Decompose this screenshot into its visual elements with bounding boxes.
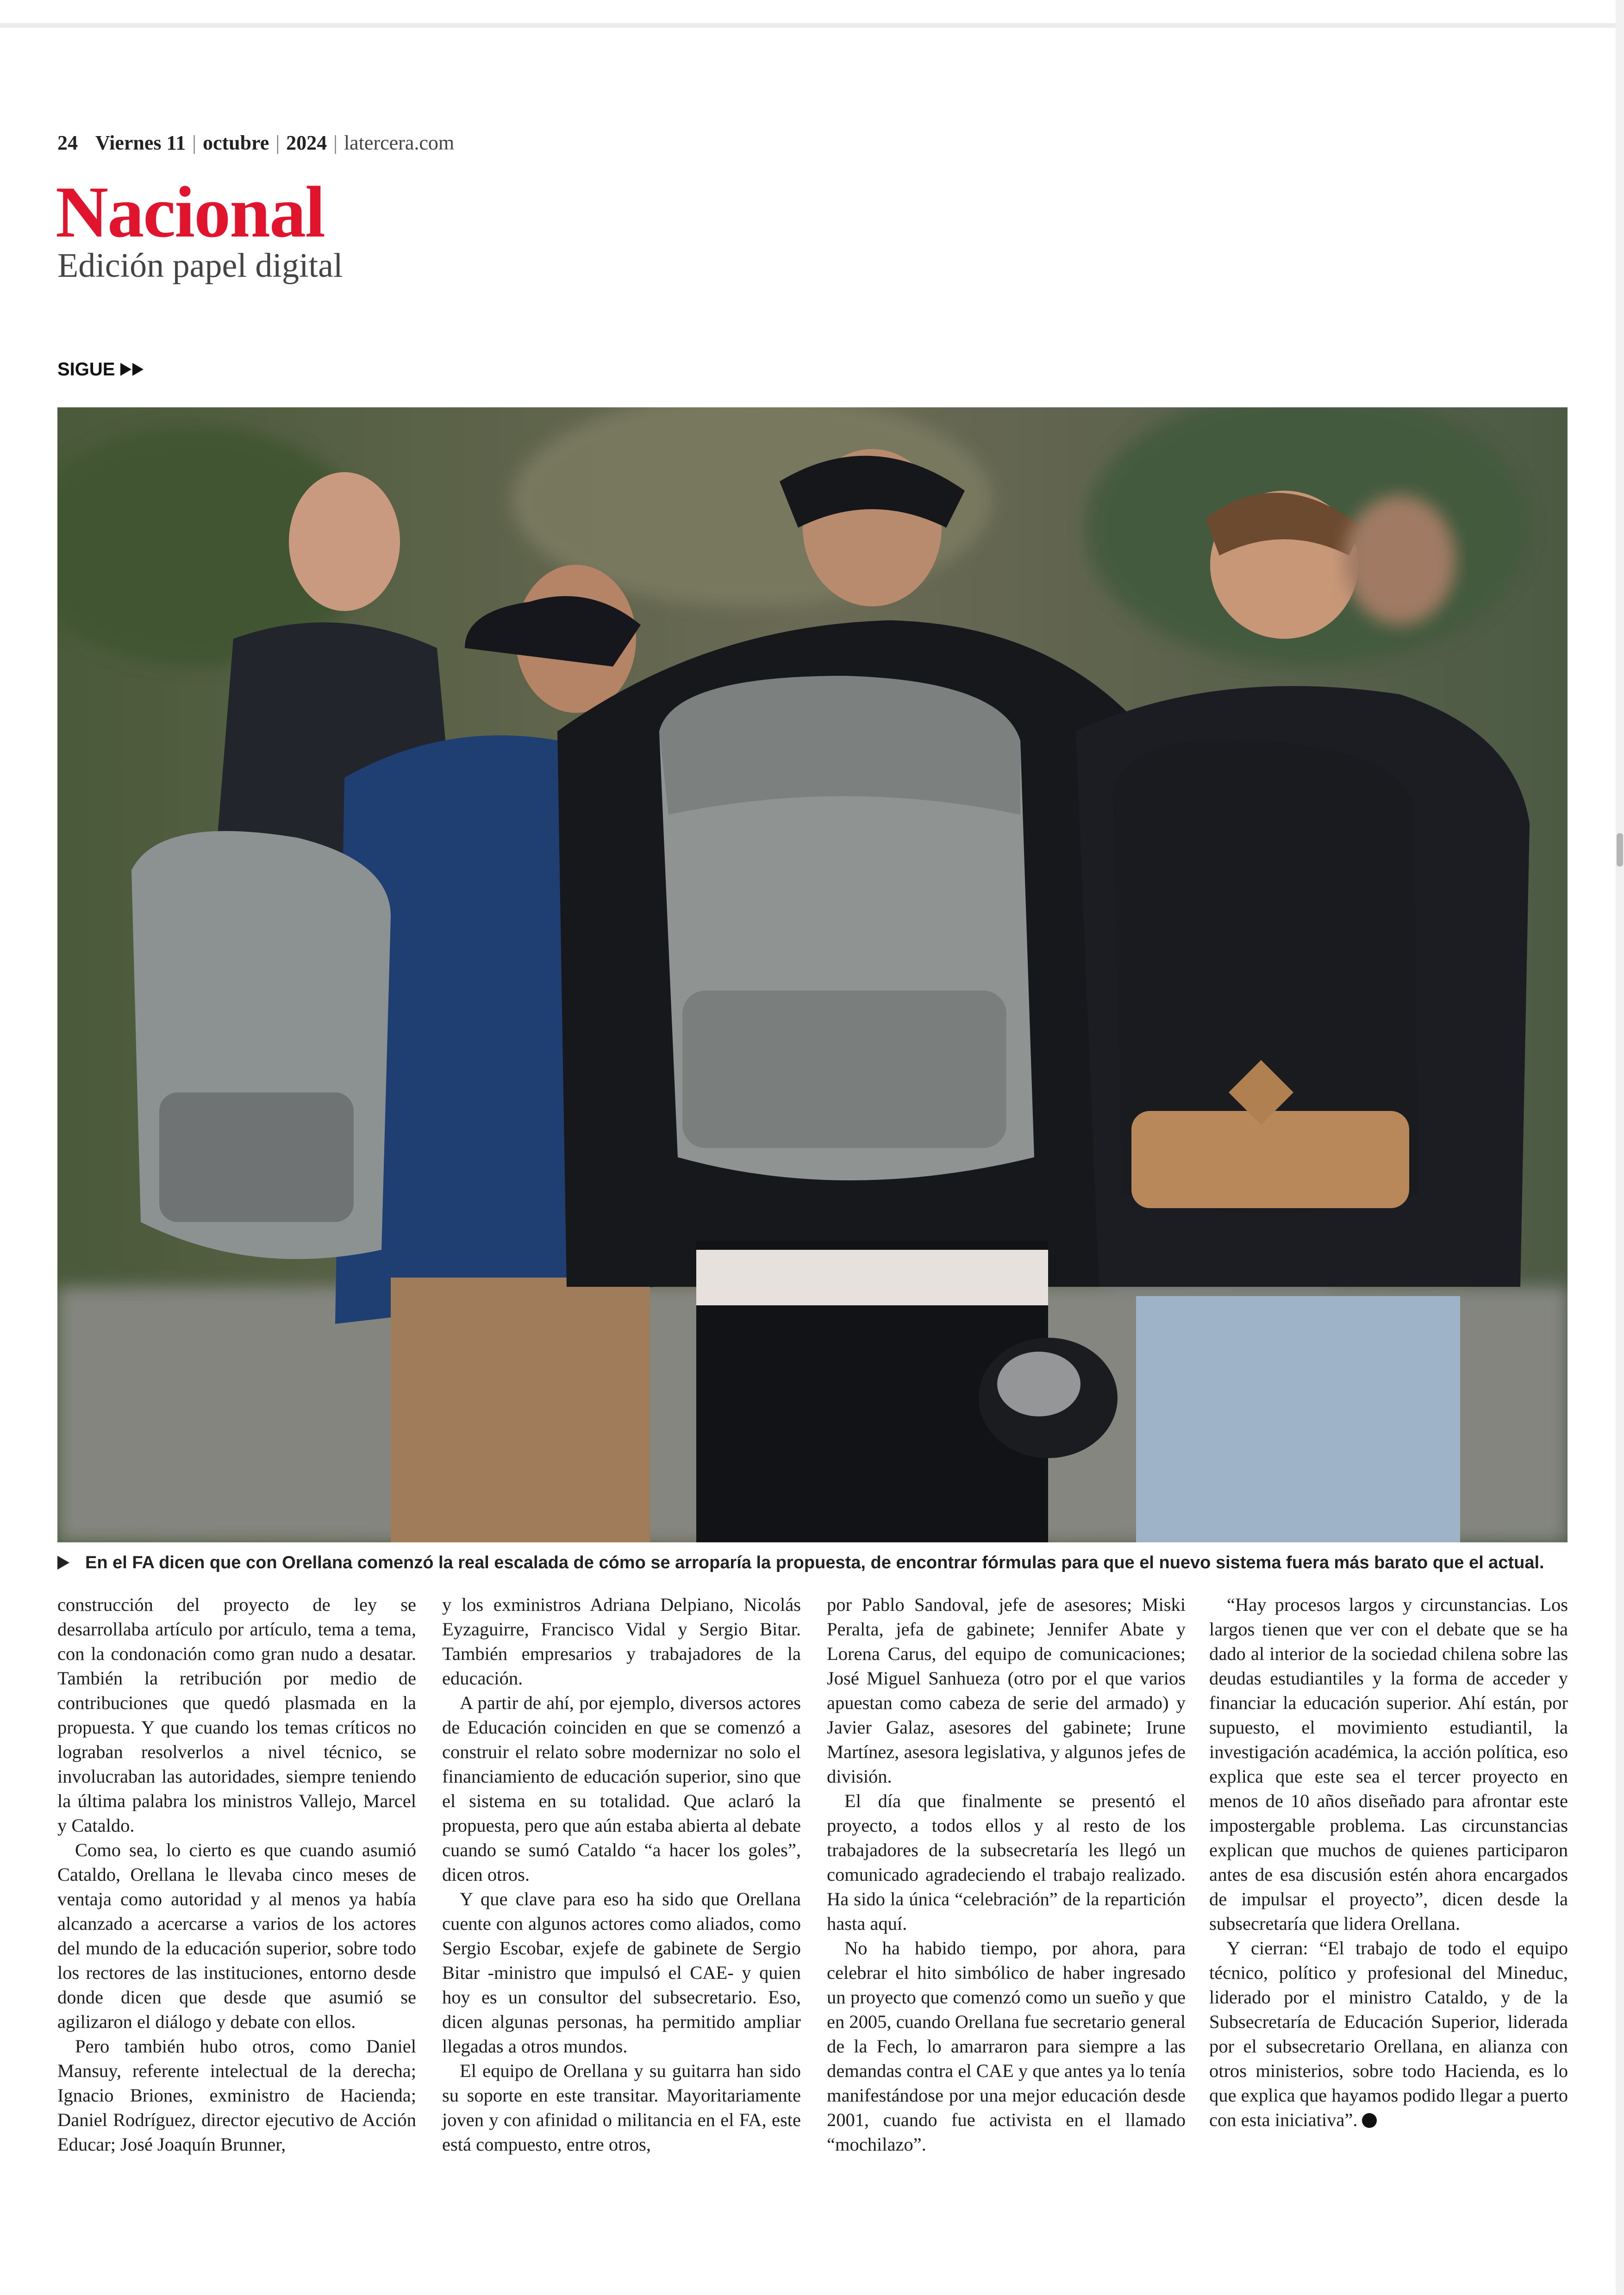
paragraph: A partir de ahí, por ejemplo, diversos actores de Educación coinciden en que se comenzó a construir el relato sobre modernizar no solo el financiamiento de educación superior, sino que el sistema en su totalidad. Que aclaró la propuesta, pero que aún estaba abierta al debate cuando se sumó Cataldo “a hacer los goles”, dicen otros. [442, 1692, 801, 1885]
date-year: 2024 [286, 131, 327, 154]
date-day: Viernes 11 [95, 131, 186, 154]
paragraph: Pero también hubo otros, como Daniel Mansuy, referente intelectual de la derecha; Ignacio Briones, exministro de Hacienda; Daniel Rodríguez, director ejecutivo de Acción Educar; José Joaquín Brunner, [57, 2036, 416, 2155]
article-photo [57, 407, 1568, 1542]
end-mark-icon [1362, 2113, 1377, 2128]
article-column-3 [827, 1592, 1186, 2157]
scrollbar-thumb[interactable] [1617, 833, 1623, 867]
article-column-1 [57, 1592, 416, 2157]
continue-link[interactable] [57, 356, 144, 382]
paragraph: por Pablo Sandoval, jefe de asesores; Miski Peralta, jefa de gabinete; Jennifer Abate y Lorena Carus, del equipo de comunicaciones; José Miguel Sanhueza (otro por el que varios apuestan como cabeza de serie del armado) y Javier Galaz, asesores del gabinete; Irune Martínez, asesora legislativa, y algunos jefes de división. [827, 1594, 1186, 1787]
students-backpacks-photo [57, 407, 1568, 1542]
continue-label: SIGUE [57, 359, 115, 380]
paragraph: El día que finalmente se presentó el proyecto, a todos ellos y al resto de los trabajadores de la subsecretaría les llegó un comunicado agradeciendo el trabajo realizado. Ha sido la única “celebración” de la repartición hasta aquí. [827, 1790, 1186, 1934]
separator: | [275, 131, 280, 154]
paragraph-text: Y cierran: “El trabajo de todo el equipo técnico, político y profesional del Mineduc, liderado por el ministro Cataldo, y de la Subsecretaría de Educación Superior, liderada por el subsecretario Orellana, en alianza con otros ministerios, sobre todo Hacienda, es lo que explica que hayamos podido llegar a puerto con esta iniciativa”. [1209, 1938, 1568, 2130]
article-column-4 [1209, 1592, 1568, 2132]
paragraph: Como sea, lo cierto es que cuando asumió Cataldo, Orellana le llevaba cinco meses de ventaja como autoridad y al menos ya había alcanzado a acercarse a varios de los actores del mundo de la educación superior, sobre todo los rectores de las instituciones, entorno desde donde dicen que desde que asumió se agilizaron el diálogo y debate con ellos. [57, 1840, 416, 2032]
paragraph: No ha habido tiempo, por ahora, para celebrar el hito simbólico de haber ingresado un proyecto que comenzó como un sueño y que en 2005, cuando Orellana fue secretario general de la Fech, lo amarraron para siempre a las demandas contra el CAE y que antes ya lo tenía manifestándose por una mejor educación desde 2001, cuando fue activista en el llamado “mochilazo”. [827, 1938, 1186, 2155]
double-arrow-icon [120, 363, 144, 376]
section-title: Nacional [56, 172, 325, 253]
top-rule [0, 23, 1616, 28]
paragraph: El equipo de Orellana y su guitarra han sido su soporte en este transitar. Mayoritariamente joven y con afinidad o militancia en el FA, este está compuesto, entre otros, [442, 2060, 801, 2155]
paragraph: Y que clave para eso ha sido que Orellana cuente con algunos actores como aliados, como Sergio Escobar, exjefe de gabinete de Sergio Bitar -ministro que impulsó el CAE- y quien hoy es un consultor del subsecretario. Eso, dicen algunas personas, ha permitido ampliar llegadas a otros mundos. [442, 1889, 801, 2057]
separator: | [333, 131, 337, 154]
paragraph: y los exministros Adriana Delpiano, Nicolás Eyzaguirre, Francisco Vidal y Sergio Bitar. También empresarios y trabajadores de la educación. [442, 1594, 801, 1689]
page-number: 24 [57, 131, 78, 154]
last-paragraph [1209, 1936, 1568, 2132]
caption-text: En el FA dicen que con Orellana comenzó la real escalada de cómo se arroparía la propuesta, de encontrar fórmulas para que el nuevo sistema fuera más barato que el actual. [85, 1553, 1544, 1572]
site-link[interactable]: latercera.com [344, 131, 455, 154]
article-column-2 [442, 1592, 801, 2157]
page-header [57, 128, 454, 157]
photo-caption [57, 1549, 1568, 1577]
scrollbar-track[interactable] [1616, 0, 1624, 2295]
separator: | [192, 131, 196, 154]
date-month: octubre [202, 131, 269, 154]
section-subtitle: Edición papel digital [57, 247, 343, 285]
caption-arrow-icon [57, 1556, 69, 1570]
paragraph: “Hay procesos largos y circunstancias. Los largos tienen que ver con el debate que se ha dado al interior de la sociedad chilena sobre las deudas estudiantiles y la forma de acceder y financiar la educación superior. Ahí están, por supuesto, el movimiento estudiantil, la investigación académica, la acción política, eso explica que este sea el tercer proyecto en menos de 10 años diseñado para afrontar este impostergable problema. Las circunstancias explican que muchos de quienes participaron antes de esa discusión estén ahora encargados de impulsar el proyecto”, dicen desde la subsecretaría que lidera Orellana. [1209, 1594, 1568, 1934]
paragraph: construcción del proyecto de ley se desarrollaba artículo por artículo, tema a tema, con la condonación como gran nudo a desatar. También la retribución por medio de contribuciones que quedó plasmada en la propuesta. Y que cuando los temas críticos no lograban resolverlos a nivel técnico, se involucraban las autoridades, siempre teniendo la última palabra los ministros Vallejo, Marcel y Cataldo. [57, 1594, 416, 1836]
